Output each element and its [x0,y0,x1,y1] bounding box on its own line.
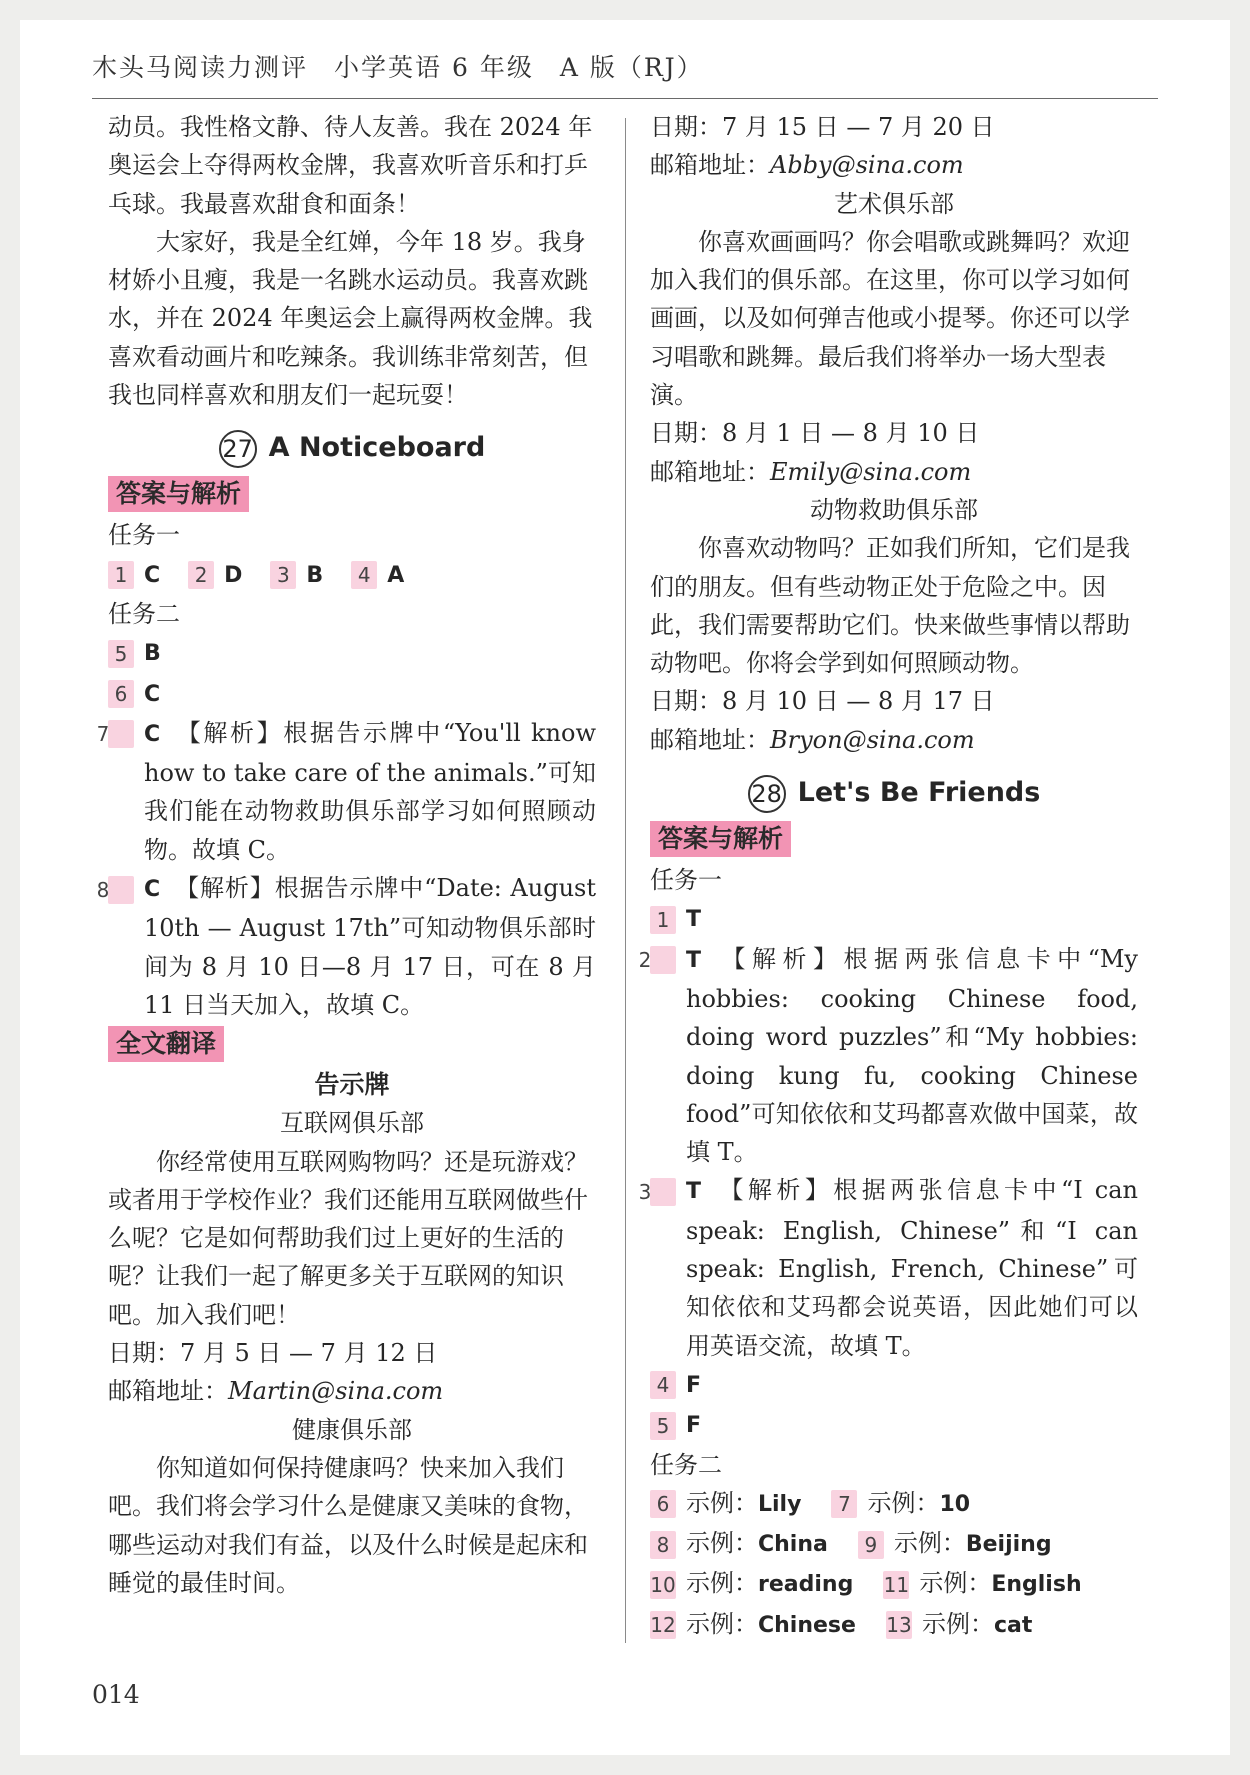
answer-number: 1 [650,906,676,934]
answer-number: 8 [108,876,134,904]
grade-label: 小学英语 6 年级 [334,53,534,82]
answer-number: 13 [886,1613,912,1638]
example-row [650,1564,1138,1604]
example-label: 示例： [921,1609,994,1638]
section-28-heading [650,773,1138,813]
answer-number: 1 [108,561,134,589]
task-two-answers [650,1484,1138,1645]
example-answer: China [758,1532,828,1558]
example-answer: 10 [939,1491,971,1517]
section-title: A Noticeboard [268,432,486,464]
example-label: 示例： [867,1488,940,1517]
club-internet-name: 互联网俱乐部 [280,1109,424,1138]
example-label: 示例： [893,1529,966,1558]
email-address: Martin@sina.com [228,1377,444,1406]
answer-letter: B [144,641,161,667]
club-internet-mail [108,1372,596,1410]
club-internet-date: 日期：7 月 5 日 — 7 月 12 日 [108,1339,438,1368]
task-one-label: 任务一 [650,866,722,895]
header-rule [92,98,1158,99]
answers-tag: 答案与解析 [108,476,249,512]
task-two-label: 任务二 [108,599,180,628]
answer-letter: T [686,907,702,933]
answer-letter: D [224,562,243,588]
answer-number: 5 [108,640,134,668]
notice-title: 告示牌 [314,1070,390,1100]
example-answer: cat [993,1612,1033,1638]
club-art-name: 艺术俱乐部 [834,189,954,218]
example-answer: reading [758,1572,854,1598]
example-answer: Beijing [965,1532,1052,1558]
section-title: Let's Be Friends [797,777,1041,809]
right-column [638,108,1138,1645]
email-address: Bryon@sina.com [770,725,975,754]
answer-number: 10 [650,1572,676,1597]
section-27-heading [108,428,596,468]
answers-tag: 答案与解析 [650,821,791,857]
club-art-mail [650,453,1138,491]
answer-number: 4 [351,561,377,589]
edition-label: A 版（RJ） [559,53,704,82]
answer-letter: T [686,1179,702,1205]
example-label: 示例： [686,1609,758,1638]
answer-number: 7 [108,720,134,748]
mail-label: 邮箱地址： [650,725,770,754]
answer-letter: F [686,1372,702,1398]
answer-number: 12 [650,1613,676,1638]
answer-number: 4 [650,1371,676,1399]
answer-4 [650,1365,1138,1405]
answer-number: 8 [650,1531,676,1559]
page-number: 014 [92,1680,140,1709]
section-number-badge: 28 [748,775,786,813]
section-number-badge: 27 [219,430,257,468]
mail-label: 邮箱地址： [108,1377,228,1406]
club-health-name: 健康俱乐部 [292,1415,412,1444]
answer-number: 3 [650,1178,676,1206]
mail-label: 邮箱地址： [650,151,770,180]
answer-letter: C [144,681,161,707]
intro-paragraph-1: 动员。我性格文静、待人友善。我在 2024 年奥运会上夺得两枚金牌，我喜欢听音乐和打乒乓球。我最喜欢甜食和面条！ [108,113,593,218]
answer-number: 2 [188,561,214,589]
club-animal-name: 动物救助俱乐部 [810,495,978,524]
example-row [650,1524,1138,1564]
running-header [92,48,704,84]
answer-number: 6 [108,680,134,708]
answer-5 [650,1405,1138,1445]
answer-number: 2 [650,946,676,974]
example-label: 示例： [686,1488,758,1517]
club-health-mail [650,146,1138,184]
answer-number: 5 [650,1412,676,1440]
task-one-answers [108,555,596,595]
example-label: 示例： [686,1529,758,1558]
answer-letter: C [144,562,161,588]
task-two-label: 任务二 [650,1450,722,1479]
example-answer: Lily [758,1491,802,1517]
email-address: Abby@sina.com [770,151,964,180]
answer-letter: F [686,1413,702,1439]
task-one-label: 任务一 [108,521,180,550]
club-health-text: 你知道如何保持健康吗？快来加入我们吧。我们将会学习什么是健康又美味的食物，哪些运动对我们有益，以及什么时候是起床和睡觉的最佳时间。 [108,1453,588,1597]
answer-letter: C [144,877,161,903]
club-health-date: 日期：7 月 15 日 — 7 月 20 日 [650,113,995,141]
example-row [650,1484,1138,1524]
answer-explanation: 【解析】根据告示牌中“You'll know how to take care of the animals.”可知我们能在动物救助俱乐部学习如何照顾动物。故填 C。 [144,718,596,864]
answer-letter: T [686,947,702,973]
answer-explanation: 【解析】根据两张信息卡中“My hobbies: cooking Chinese food, doing word puzzles”和“My hobbies: doing kung fu, cooking Chinese food”可知依依和艾玛都喜欢做中国菜，故填 T。 [686,944,1138,1167]
club-art-date: 日期：8 月 1 日 — 8 月 10 日 [650,419,980,448]
club-art-text: 你喜欢画画吗？你会唱歌或跳舞吗？欢迎加入我们的俱乐部。在这里，你可以学习如何画画，以及如何弹吉他或小提琴。你还可以学习唱歌和跳舞。最后我们将举办一场大型表演。 [650,227,1130,410]
answer-number: 6 [650,1490,676,1518]
book-title: 木头马阅读力测评 [92,53,309,82]
answer-letter: C [144,721,161,747]
example-answer: Chinese [758,1612,856,1638]
answer-explanation: 【解析】根据告示牌中“Date: August 10th — August 17th”可知动物俱乐部时间为 8 月 10 日—8 月 17 日，可在 8 月 11 日当天加入，故填 C。 [144,874,596,1019]
example-answer: English [991,1572,1082,1598]
answer-letter: B [306,562,324,588]
answer-7 [96,714,596,869]
answer-8 [96,869,596,1024]
answer-number: 9 [858,1531,884,1559]
example-row [650,1605,1138,1645]
email-address: Emily@sina.com [770,457,972,486]
answer-1 [650,899,1138,939]
club-animal-mail [650,721,1138,759]
answer-number: 7 [831,1490,857,1518]
intro-paragraph-2: 大家好，我是全红婵，今年 18 岁。我身材娇小且瘦，我是一名跳水运动员。我喜欢跳水，并在 2024 年奥运会上赢得两枚金牌。我喜欢看动画片和吃辣条。我训练非常刻苦，但我也同样喜欢和朋友们一起玩耍！ [108,227,593,410]
answer-number: 11 [883,1572,910,1597]
answer-5 [108,633,596,673]
column-divider [625,118,626,1643]
example-label: 示例： [919,1569,992,1598]
answer-letter: A [387,562,405,588]
answer-6 [108,674,596,714]
club-internet-text: 你经常使用互联网购物吗？还是玩游戏？或者用于学校作业？我们还能用互联网做些什么呢？它是如何帮助我们过上更好的生活的呢？让我们一起了解更多关于互联网的知识吧。加入我们吧！ [108,1147,588,1329]
club-animal-date: 日期：8 月 10 日 — 8 月 17 日 [650,687,995,716]
example-label: 示例： [686,1569,758,1598]
club-animal-text: 你喜欢动物吗？正如我们所知，它们是我们的朋友。但有些动物正处于危险之中。因此，我们需要帮助它们。快来做些事情以帮助动物吧。你将会学到如何照顾动物。 [650,534,1130,678]
answer-3 [638,1171,1138,1364]
answer-explanation: 【解析】根据两张信息卡中“I can speak: English, Chinese”和“I can speak: English, French, Chinese”可知依依和艾玛都会说英语，因此她们可以用英语交流，故填 T。 [686,1176,1138,1360]
translation-tag: 全文翻译 [108,1026,224,1062]
left-column [96,108,596,1602]
mail-label: 邮箱地址： [650,457,770,486]
answer-2 [638,940,1138,1172]
answer-number: 3 [270,561,296,589]
